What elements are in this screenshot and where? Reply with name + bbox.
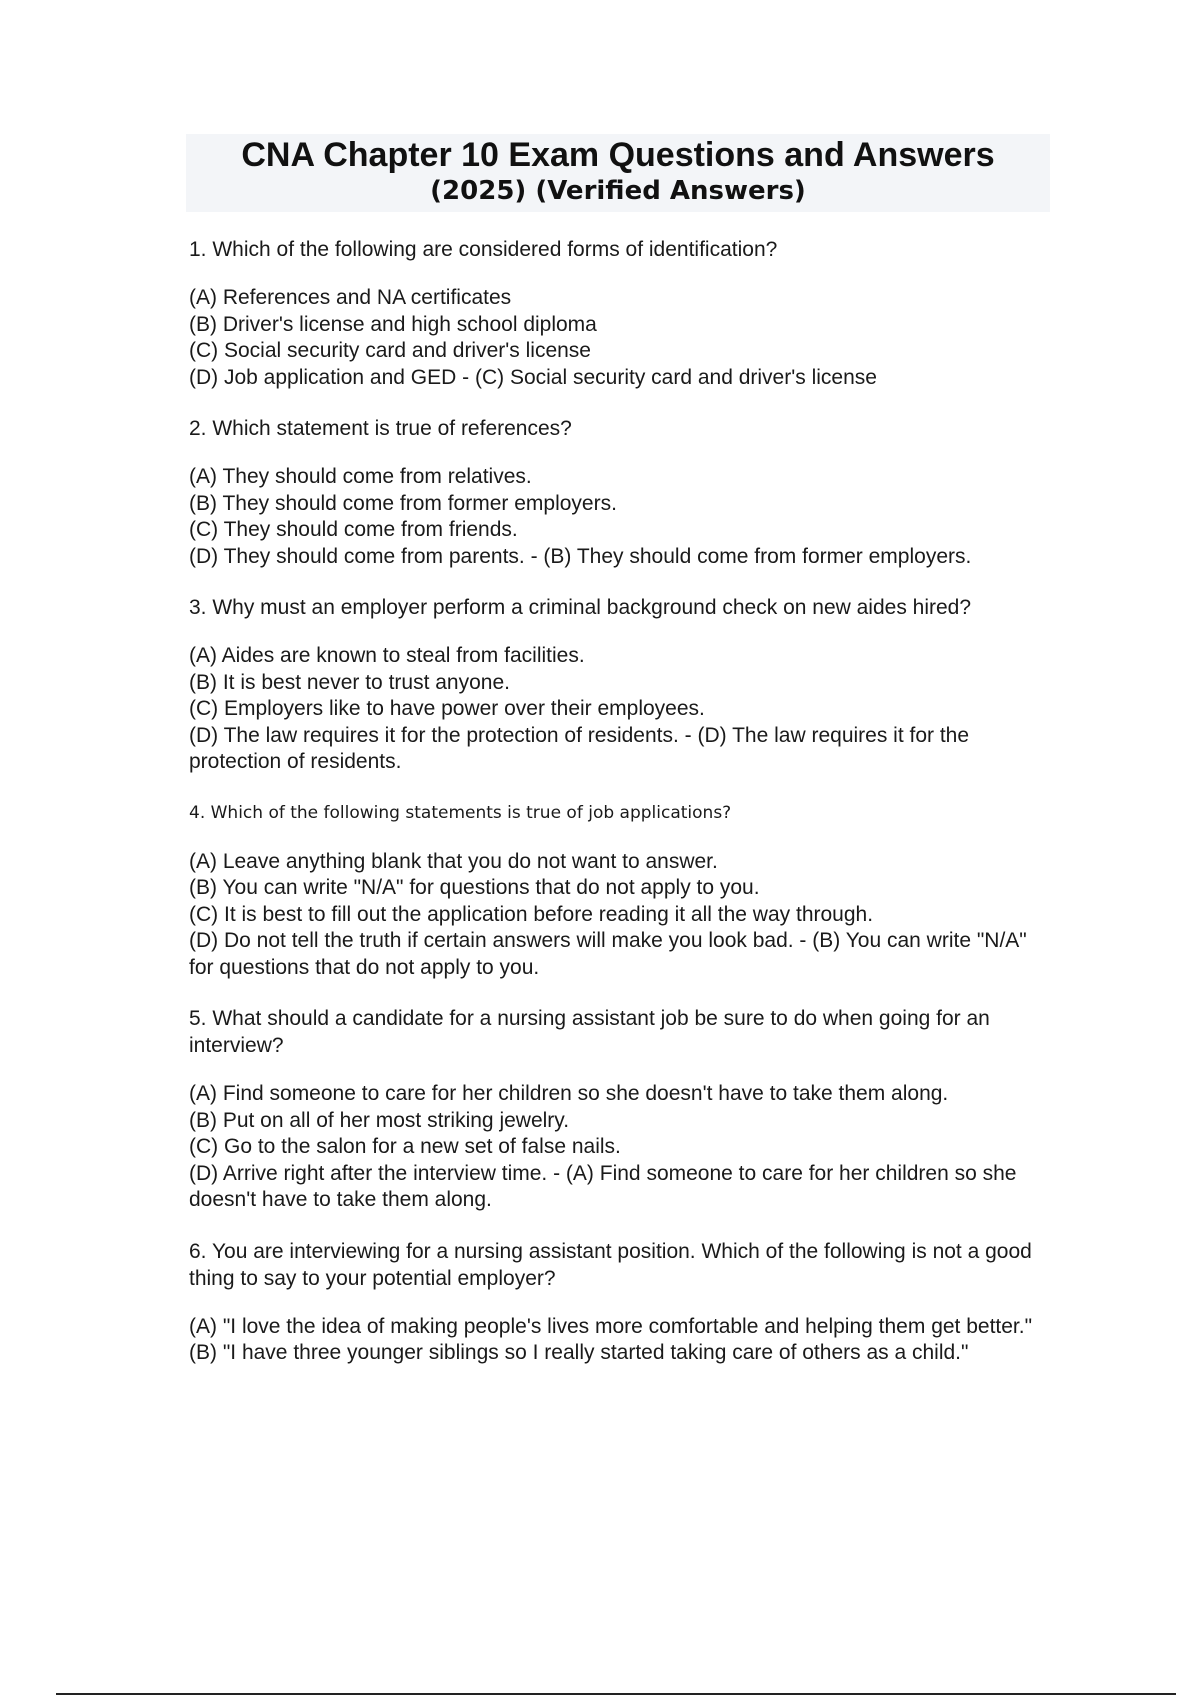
answer-option: (B) They should come from former employers. [189,491,617,515]
answer-option: (D) The law requires it for the protection of residents. - (D) The law requires it for the protection of residents. [189,723,970,773]
footer-divider [56,1693,1176,1695]
document-subtitle: (2025) (Verified Answers) [430,176,806,206]
question-text: 4. Which of the following statements is true of job applications? [189,802,732,823]
question-5 [189,1005,1049,1214]
answer-option: (D) Job application and GED - (C) Social security card and driver's license [189,365,877,389]
answer-option: (A) Find someone to care for her children so she doesn't have to take them along. [189,1082,949,1105]
answer-option: (A) Aides are known to steal from facilities. [189,644,585,667]
answer-options [189,849,1049,982]
answer-options [189,1314,1049,1367]
answer-options [189,1081,1049,1214]
answer-option: (B) Put on all of her most striking jewelry. [189,1108,570,1132]
answer-option: (A) Leave anything blank that you do not want to answer. [189,849,718,873]
answer-options [189,285,1049,391]
answer-option: (C) They should come from friends. [189,518,518,541]
answer-option: (D) Arrive right after the interview time. - (A) Find someone to care for her children so she doesn't have to take them along. [189,1161,1017,1211]
question-1 [189,236,1049,391]
question-text: 3. Why must an employer perform a criminal background check on new aides hired? [189,596,972,619]
answer-option: (B) "I have three younger siblings so I really started taking care of others as a child." [189,1341,969,1364]
answer-option: (A) "I love the idea of making people's lives more comfortable and helping them get better." [189,1314,1033,1338]
question-3 [189,594,1049,776]
answer-option: (D) Do not tell the truth if certain answers will make you look bad. - (B) You can write "N/A" for questions that do not apply to you. [189,929,1027,979]
answer-option: (A) They should come from relatives. [189,465,532,488]
answer-option: (D) They should come from parents. - (B) They should come from former employers. [189,544,972,568]
answer-option: (C) Social security card and driver's license [189,339,591,362]
title-block [186,134,1050,212]
question-2 [189,415,1049,570]
question-6 [189,1238,1049,1367]
question-text: 2. Which statement is true of references? [189,417,572,440]
answer-option: (C) It is best to fill out the application before reading it all the way through. [189,902,874,926]
answer-option: (C) Go to the salon for a new set of false nails. [189,1135,621,1158]
question-4 [189,800,1049,982]
answer-option: (B) You can write "N/A" for questions that do not apply to you. [189,876,760,899]
answer-option: (C) Employers like to have power over their employees. [189,697,705,720]
answer-option: (B) Driver's license and high school diploma [189,312,597,336]
answer-options [189,464,1049,570]
answer-option: (B) It is best never to trust anyone. [189,670,510,694]
question-text: 6. You are interviewing for a nursing assistant position. Which of the following is not a good thing to say to your potential employer? [189,1239,1032,1290]
question-text: 1. Which of the following are considered forms of identification? [189,238,778,261]
answer-options [189,643,1049,776]
question-list [189,236,1049,1391]
document-title: CNA Chapter 10 Exam Questions and Answers [241,136,995,174]
question-text: 5. What should a candidate for a nursing assistant job be sure to do when going for an interview? [189,1007,990,1057]
answer-option: (A) References and NA certificates [189,286,512,309]
